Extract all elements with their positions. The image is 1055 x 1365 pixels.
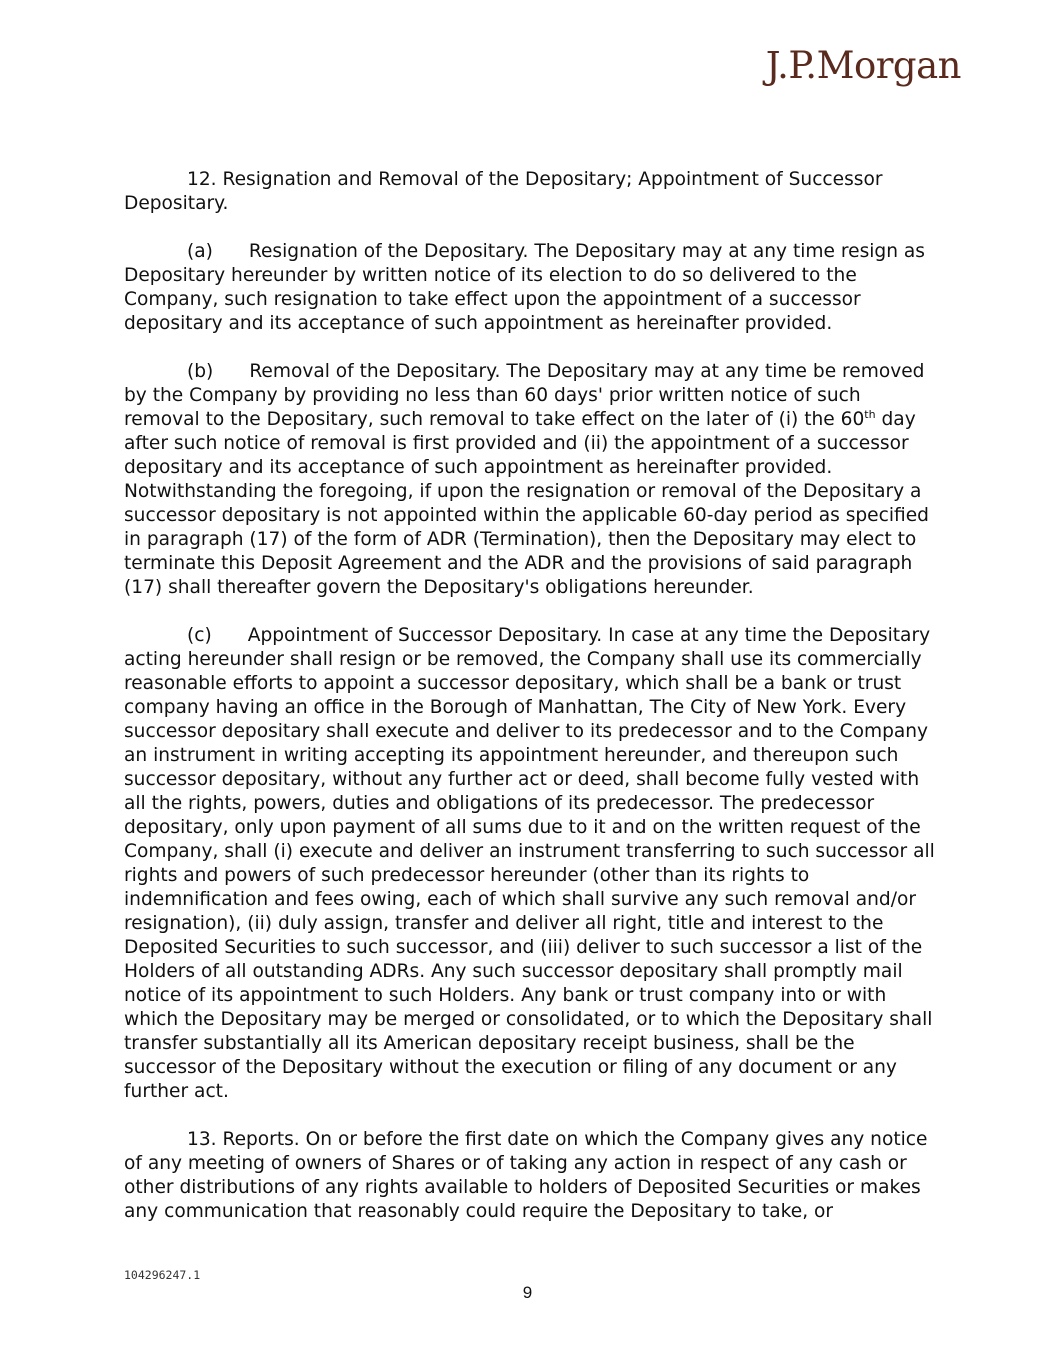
section-12c-text: Appointment of Successor Depositary. In case at any time the Depositary acting hereunder shall resign or be removed, the Company shall use its commercially reasonable efforts to appoint a successor depositary, which shall be a bank or trust company having an office in the Borough of Manhattan, The City of New York. Every successor depositary shall execute and deliver to its predecessor and to the Company an instrument in writing accepting its appointment hereunder, and thereupon such successor depositary, without any further act or deed, shall become fully vested with all the rights, powers, duties and obligations of its predecessor. The predecessor depositary, only upon payment of all sums due to it and on the written request of the Company, shall (i) execute and deliver an instrument transferring to such successor all rights and powers of such predecessor hereunder (other than its rights to indemnification and fees owing, each of which shall survive any such removal and/or resignation), (ii) duly assign, transfer and deliver all right, title and interest to the Deposited Securities to such successor, and (iii) deliver to such successor a list of the Holders of all outstanding ADRs. Any such successor depositary shall promptly mail notice of its appointment to such Holders. Any bank or trust company into or with which the Depositary may be merged or consolidated, or to which the Depositary shall transfer substantially all its American depositary receipt business, shall be the successor of the Depositary without the execution or filing of any document or any further act.	[124, 625, 935, 1102]
section-12a-paragraph	[124, 240, 936, 336]
section-12a-label: (a)	[187, 241, 213, 262]
section-12b-paragraph	[124, 360, 936, 600]
section-12c-label: (c)	[187, 625, 212, 646]
jpmorgan-logo: J.P.Morgan	[765, 44, 961, 87]
section-13-paragraph: 13. Reports. On or before the first date on which the Company gives any notice of any meeting of owners of Shares or of taking any action in respect of any cash or other distributions of any rights available to holders of Deposited Securities or makes any communication that reasonably could require the Depositary to take, or	[124, 1129, 928, 1222]
section-12b-text-after: day after such notice of removal is first provided and (ii) the appointment of a successor depositary and its acceptance of such appointment as hereinafter provided. Notwithstanding the foregoing, if upon the resignation or removal of the Depositary a successor depositary is not appointed within the applicable 60-day period as specified in paragraph (17) of the form of ADR (Termination), then the Depositary may elect to terminate this Deposit Agreement and the ADR and the provisions of said paragraph (17) shall thereafter govern the Depositary's obligations hereunder.	[124, 409, 929, 598]
section-12b-text-before: Removal of the Depositary. The Depositary may at any time be removed by the Company by providing no less than 60 days' prior written notice of such removal to the Depositary, such removal to take effect on the later of (i) the 60	[124, 361, 925, 430]
section-12b-superscript: th	[864, 407, 876, 421]
document-id: 104296247.1	[124, 1268, 201, 1282]
section-12-heading: 12. Resignation and Removal of the Depositary; Appointment of Successor Depositary.	[124, 169, 883, 214]
section-12a-text: Resignation of the Depositary. The Depositary may at any time resign as Depositary hereunder by written notice of its election to do so delivered to the Company, such resignation to take effect upon the appointment of a successor depositary and its acceptance of such appointment as hereinafter provided.	[124, 241, 925, 334]
section-12b-label: (b)	[187, 361, 214, 382]
document-body	[124, 168, 936, 1224]
section-12c-paragraph	[124, 624, 936, 1104]
page-number: 9	[522, 1283, 533, 1302]
